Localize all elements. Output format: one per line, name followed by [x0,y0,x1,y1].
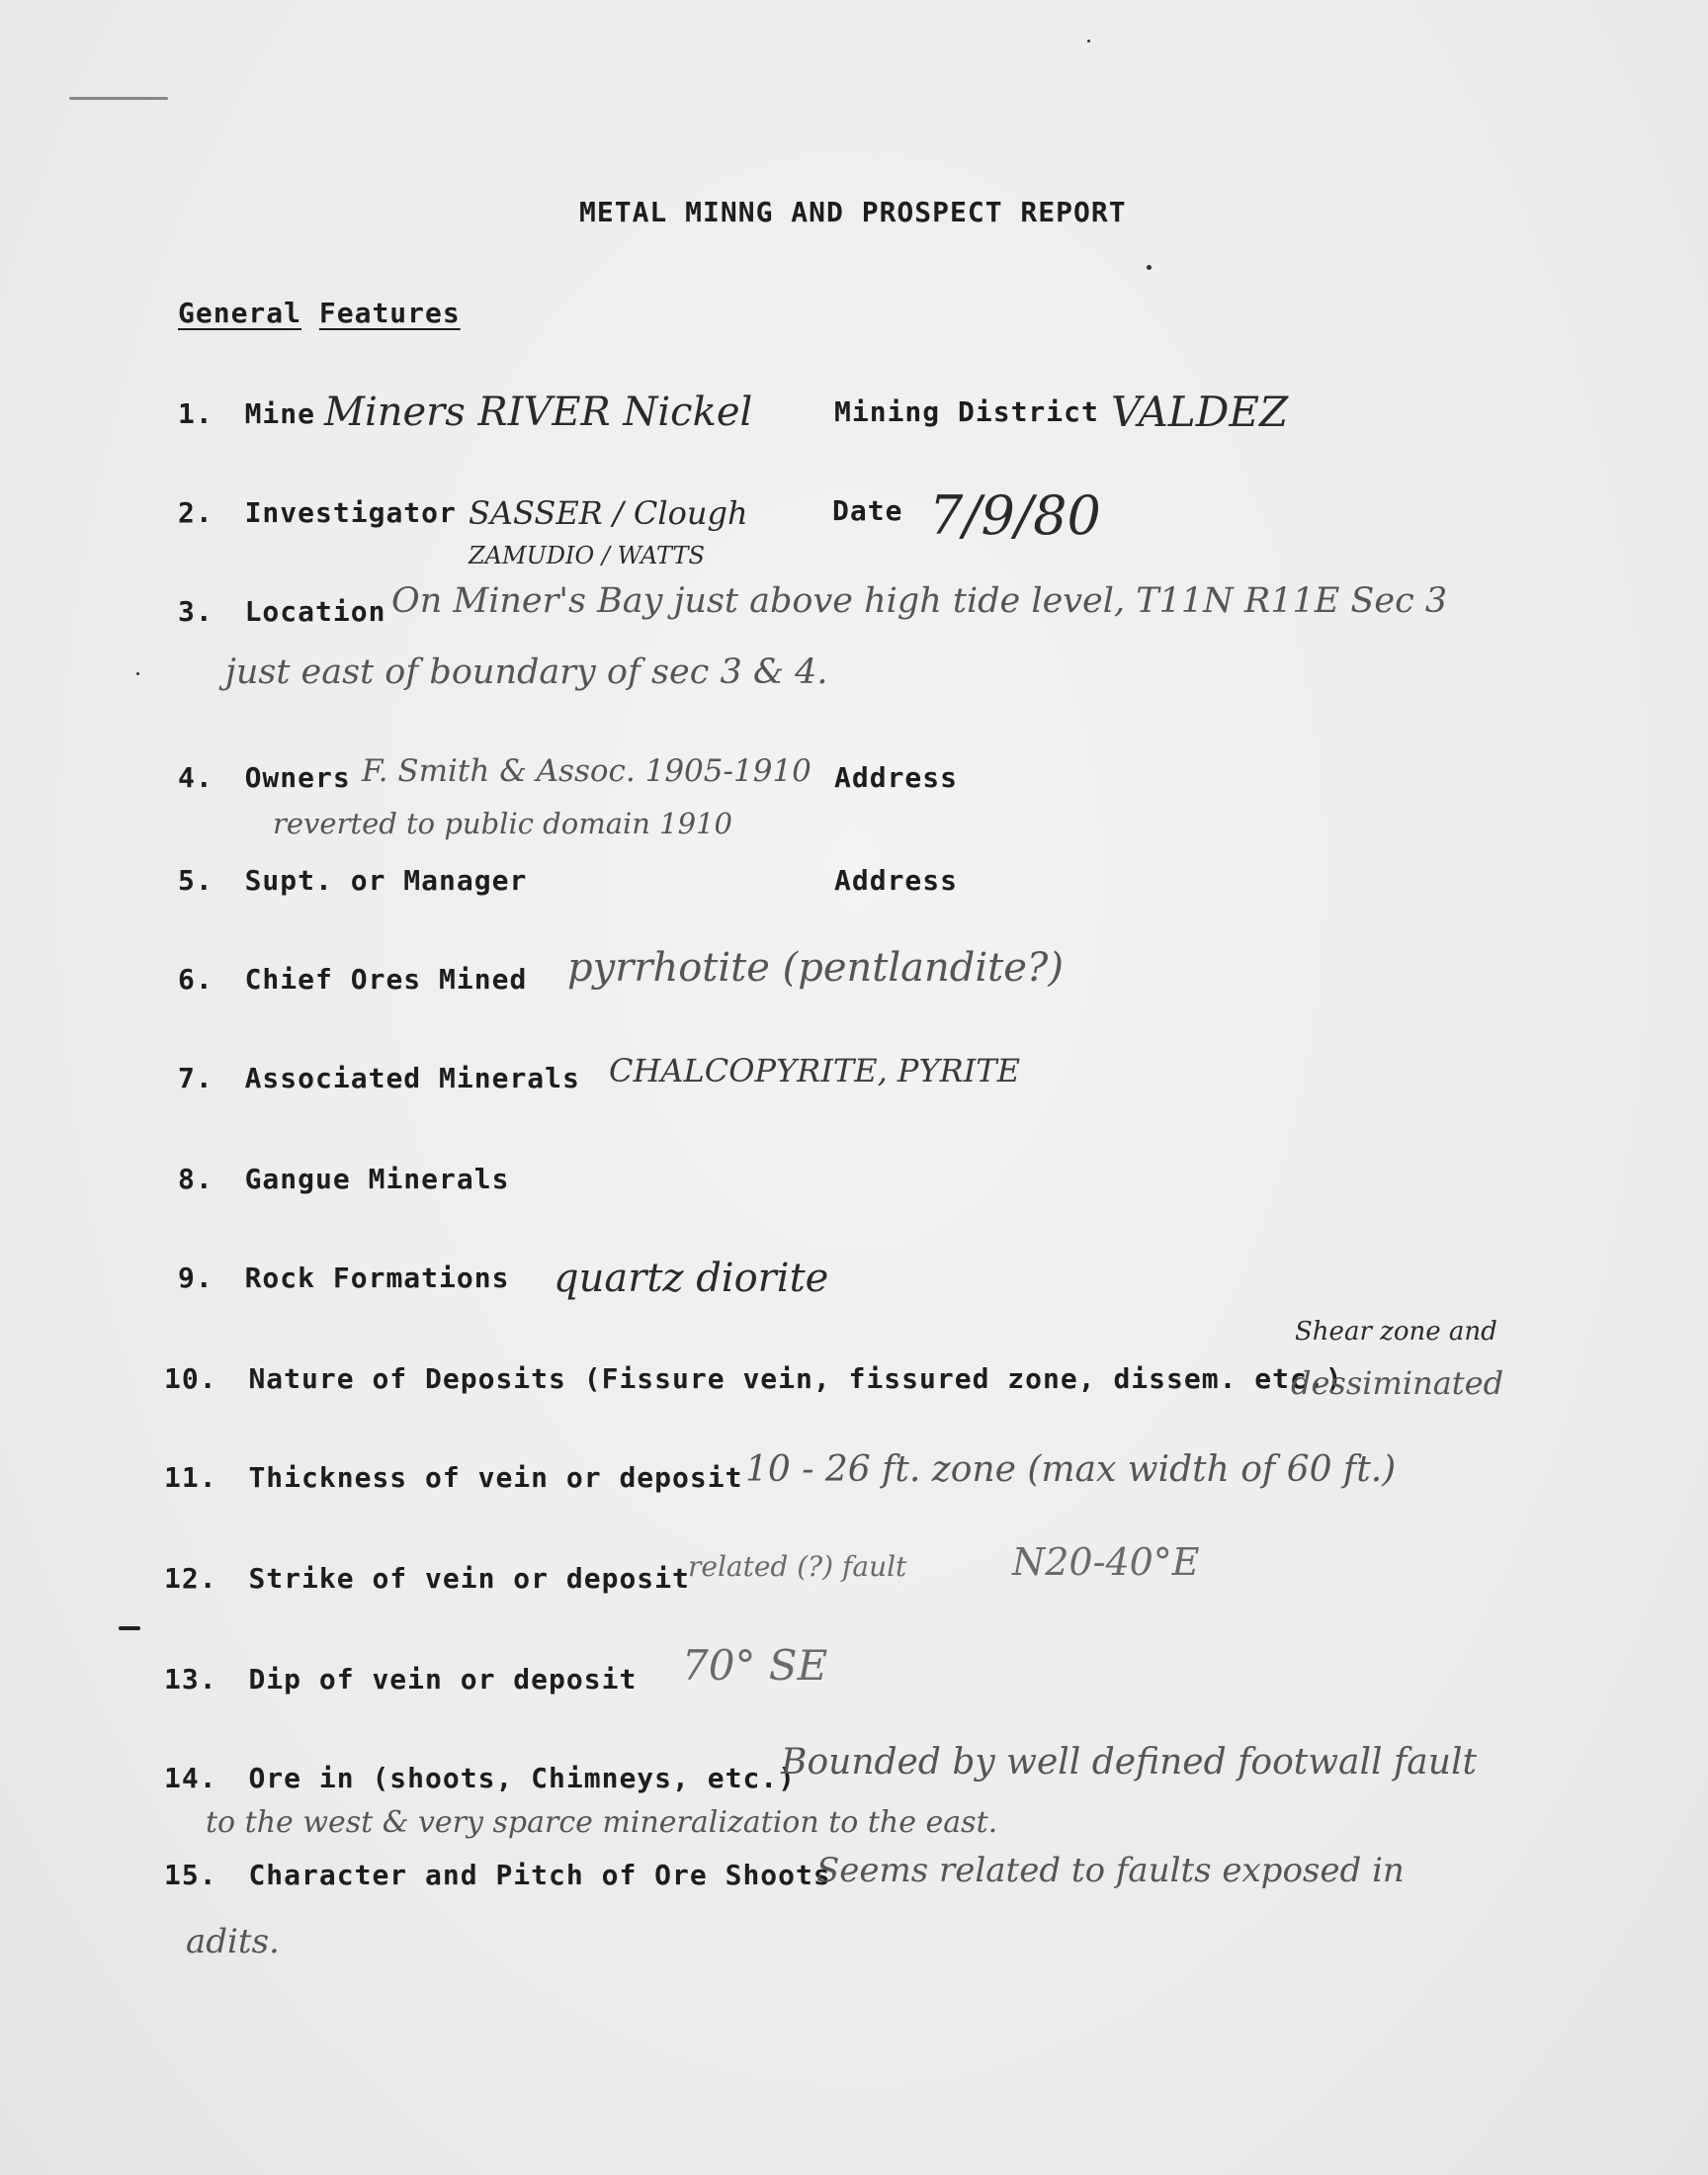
section-word-features: Features [318,297,461,329]
field-label: Mine [244,397,316,430]
field-label: Ore in (shoots, Chimneys, etc.) [248,1762,797,1794]
field-label: Supt. or Manager [244,864,528,897]
ore-in-value-2: to the west & very sparce mineralization to the east. [206,1805,998,1840]
scan-speck [1147,265,1152,270]
field-1-label [178,397,315,430]
field-2-label [178,496,457,529]
field-number: 3. [178,595,214,628]
field-number: 14. [164,1762,217,1794]
field-number: 1. [178,397,214,430]
field-label: Associated Minerals [244,1062,580,1094]
field-number: 12. [164,1562,217,1595]
scan-speck [69,97,168,100]
field-number: 13. [164,1663,217,1696]
nature-deposits-value-1: Shear zone and [1295,1317,1497,1347]
field-5-label [178,864,527,897]
field-label: Investigator [244,496,457,529]
dip-value: 70° SE [682,1641,828,1690]
field-label: Location [244,595,386,628]
field-label: Character and Pitch of Ore Shoots [248,1859,831,1891]
mining-district-label: Mining District [834,395,1099,428]
report-title: METAL MINNG AND PROSPECT REPORT [579,196,1127,228]
field-number: 10. [164,1362,217,1395]
field-label: Gangue Minerals [244,1163,510,1195]
scan-speck [136,672,139,675]
field-11-label [164,1461,742,1494]
manager-address-label: Address [834,864,959,897]
strike-value-a: related (?) fault [688,1550,907,1583]
strike-value-b: N20-40°E [1012,1540,1200,1584]
field-number: 4. [178,761,214,794]
field-7-label [178,1062,580,1094]
field-number: 8. [178,1163,214,1195]
associated-minerals-value: CHALCOPYRITE, PYRITE [609,1052,1020,1089]
owners-value-1: F. Smith & Assoc. 1905-1910 [362,753,811,789]
nature-deposits-value-2: dessiminated [1291,1364,1504,1402]
field-4-label [178,761,351,794]
scan-speck [119,1626,140,1630]
owners-value-2: reverted to public domain 1910 [273,807,732,840]
field-15-label [164,1859,831,1891]
field-10-label [164,1362,1343,1395]
field-number: 11. [164,1461,217,1494]
field-label: Nature of Deposits (Fissure vein, fissured zone, dissem. etc.) [248,1362,1343,1395]
field-3-label [178,595,385,628]
field-13-label [164,1663,637,1696]
field-9-label [178,1262,509,1294]
location-value-1: On Miner's Bay just above high tide level, T11N R11E Sec 3 [391,581,1448,621]
ore-shoots-value-1: Seems related to faults exposed in [816,1851,1405,1890]
section-word-general: General [178,297,302,329]
field-label: Strike of vein or deposit [248,1562,690,1595]
date-label: Date [832,494,903,527]
date-value: 7/9/80 [929,484,1101,547]
mine-value: Miners RIVER Nickel [324,390,753,435]
field-number: 5. [178,864,214,897]
field-number: 2. [178,496,214,529]
section-heading [178,297,461,329]
owners-address-label: Address [834,761,959,794]
ore-shoots-value-2: adits. [186,1922,280,1961]
location-value-2: just east of boundary of sec 3 & 4. [225,652,828,692]
field-8-label [178,1163,509,1195]
field-label: Thickness of vein or deposit [248,1461,743,1494]
investigator-value-1: SASSER / Clough [469,494,748,532]
field-label: Chief Ores Mined [244,963,528,996]
field-label: Owners [244,761,351,794]
thickness-value: 10 - 26 ft. zone (max width of 60 ft.) [745,1449,1397,1490]
field-12-label [164,1562,690,1595]
field-label: Dip of vein or deposit [248,1663,638,1696]
investigator-value-2: ZAMUDIO / WATTS [469,542,705,569]
field-label: Rock Formations [244,1262,510,1294]
mining-district-value: VALDEZ [1111,388,1289,436]
field-14-label [164,1762,796,1794]
ore-in-value-1: Bounded by well defined footwall fault [781,1742,1477,1783]
field-number: 15. [164,1859,217,1891]
field-number: 9. [178,1262,214,1294]
rock-formations-value: quartz diorite [554,1256,829,1301]
chief-ores-value: pyrrhotite (pentlandite?) [567,945,1064,991]
field-number: 7. [178,1062,214,1094]
field-number: 6. [178,963,214,996]
field-6-label [178,963,527,996]
scan-speck [1087,40,1090,43]
